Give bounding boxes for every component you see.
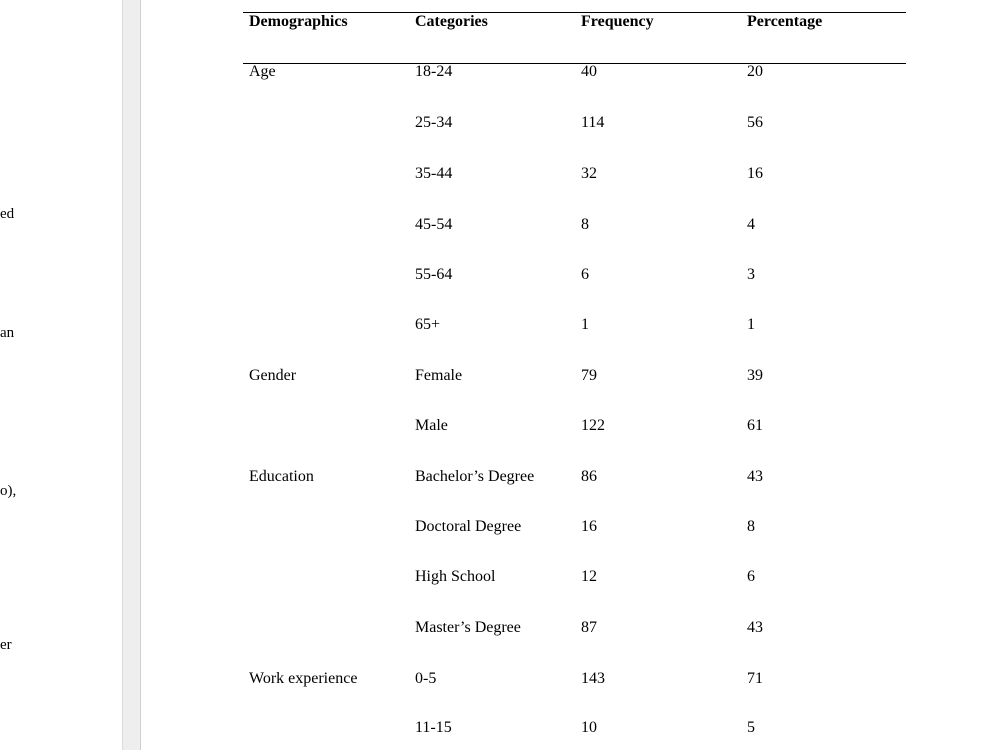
category-cell: Doctoral Degree <box>415 518 522 535</box>
frequency-cell: 79 <box>581 367 597 384</box>
frequency-cell: 16 <box>581 518 597 535</box>
percentage-cell: 6 <box>747 568 755 585</box>
frequency-cell: 87 <box>581 619 597 636</box>
frequency-cell: 122 <box>581 417 605 434</box>
category-cell: 65+ <box>415 316 441 333</box>
percentage-cell: 61 <box>747 417 763 434</box>
category-cell: Male <box>415 417 448 434</box>
category-cell: 11-15 <box>415 719 452 736</box>
category-cell: Master’s Degree <box>415 619 521 636</box>
frequency-cell: 6 <box>581 266 589 283</box>
left-page-text-fragment: an <box>0 325 15 341</box>
header-percentage: Percentage <box>747 13 823 30</box>
frequency-cell: 1 <box>581 316 589 333</box>
demographic-cell: Gender <box>249 367 297 384</box>
percentage-cell: 3 <box>747 266 755 283</box>
percentage-cell: 43 <box>747 468 763 485</box>
percentage-cell: 56 <box>747 114 763 131</box>
demographic-cell: Work experience <box>249 670 358 687</box>
demographic-cell: Age <box>249 63 276 80</box>
percentage-cell: 39 <box>747 367 763 384</box>
percentage-cell: 16 <box>747 165 763 182</box>
header-frequency: Frequency <box>581 13 654 30</box>
frequency-cell: 10 <box>581 719 597 736</box>
frequency-cell: 86 <box>581 468 597 485</box>
percentage-cell: 43 <box>747 619 763 636</box>
left-page <box>0 0 122 750</box>
percentage-cell: 1 <box>747 316 755 333</box>
category-cell: Female <box>415 367 463 384</box>
frequency-cell: 8 <box>581 216 589 233</box>
left-page-text-fragment: er <box>0 637 12 653</box>
frequency-cell: 12 <box>581 568 597 585</box>
left-page-text-fragment: ed <box>0 206 15 222</box>
category-cell: 45-54 <box>415 216 453 233</box>
category-cell: 35-44 <box>415 165 453 182</box>
percentage-cell: 8 <box>747 518 755 535</box>
table-header-rule <box>243 63 906 64</box>
category-cell: 0-5 <box>415 670 437 687</box>
percentage-cell: 20 <box>747 63 763 80</box>
category-cell: High School <box>415 568 496 585</box>
frequency-cell: 114 <box>581 114 605 131</box>
header-demographics: Demographics <box>249 13 348 30</box>
frequency-cell: 40 <box>581 63 597 80</box>
category-cell: 18-24 <box>415 63 453 80</box>
category-cell: Bachelor’s Degree <box>415 468 535 485</box>
frequency-cell: 32 <box>581 165 597 182</box>
left-page-text-fragment: o), <box>0 483 17 499</box>
percentage-cell: 4 <box>747 216 755 233</box>
frequency-cell: 143 <box>581 670 605 687</box>
category-cell: 55-64 <box>415 266 453 283</box>
category-cell: 25-34 <box>415 114 453 131</box>
header-categories: Categories <box>415 13 488 30</box>
page-gutter <box>122 0 141 750</box>
percentage-cell: 71 <box>747 670 763 687</box>
percentage-cell: 5 <box>747 719 755 736</box>
demographic-cell: Education <box>249 468 314 485</box>
